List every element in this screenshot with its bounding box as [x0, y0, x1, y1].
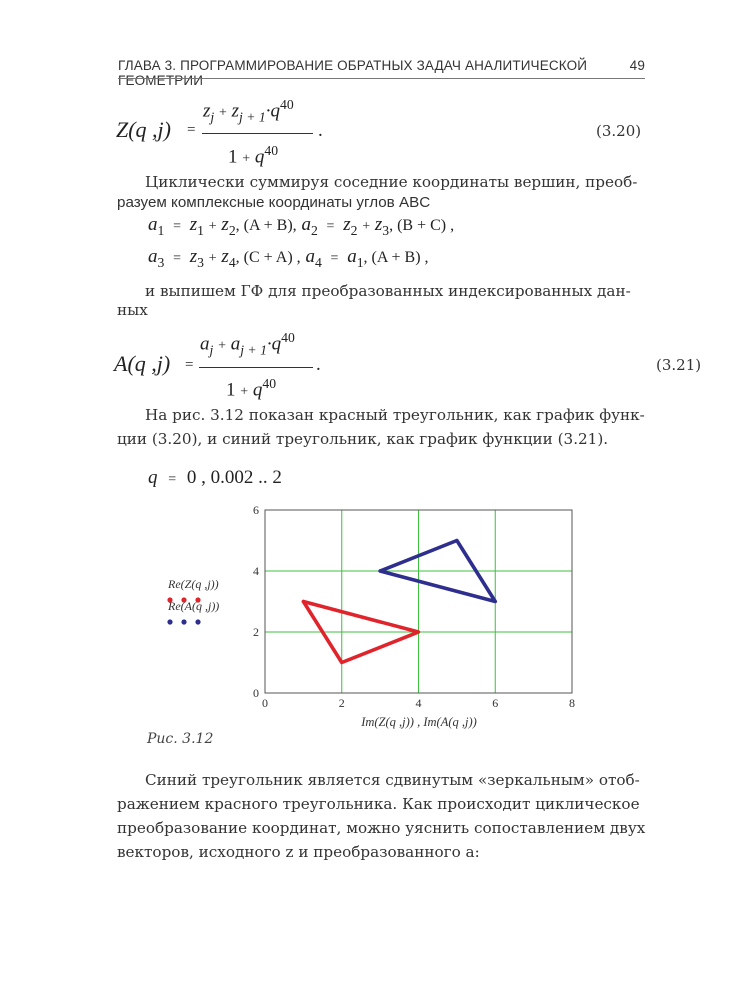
- paragraph-2-line-2: ных: [117, 301, 148, 319]
- eq321-lhs: A(q ,j): [114, 351, 171, 376]
- x-tick-label: 6: [492, 696, 499, 710]
- x-tick-label: 8: [569, 696, 575, 710]
- eq321-numerator: $a_j + a_{j + 1}\cdot q^{40}$: [200, 330, 295, 358]
- chart-grid: [265, 510, 572, 693]
- paragraph-3-line-1: На рис. 3.12 показан красный треугольник, как график функ-: [145, 406, 645, 424]
- eq320-number: (3.20): [596, 122, 642, 140]
- y-tick-label: 4: [253, 564, 259, 578]
- eq320-lhs: Z(q ,j): [116, 117, 171, 142]
- eq320-denominator: $1 + q^{40}$: [228, 143, 279, 168]
- x-tick-label: 2: [338, 696, 345, 710]
- running-header-title: ГЛАВА 3. ПРОГРАММИРОВАНИЕ ОБРАТНЫХ ЗАДАЧ АНАЛИТИЧЕСКОЙ ГЕОМЕТРИИ: [118, 58, 588, 88]
- paragraph-1-line-1: Циклически суммируя соседние координаты вершин, преоб-: [145, 173, 638, 191]
- header-rule: [118, 78, 645, 79]
- y-tick-label: 0: [253, 686, 259, 700]
- eq320-numerator: $z_j + z_{j + 1}\cdot q^{40}$: [203, 97, 294, 125]
- paragraph-4-line-4: векторов, исходного z и преобразованного a:: [117, 843, 480, 861]
- definition-row-2: $a_3 = z_3 + z_4$, (C + A) , $a_4 = a_1$, (A + B) ,: [148, 246, 429, 270]
- eq320-period: .: [318, 120, 323, 141]
- paragraph-3-line-2: ции (3.20), и синий треугольник, как график функции (3.21).: [117, 430, 609, 448]
- legend-label: Re(A(q ,j)): [168, 599, 220, 613]
- range-definition: q = 0 , 0.002 .. 2: [148, 467, 282, 488]
- paragraph-4-line-1: Синий треугольник является сдвинутым «зеркальным» отоб-: [145, 771, 640, 789]
- paragraph-4-line-2: ражением красного треугольника. Как происходит циклическое: [117, 795, 640, 813]
- x-tick-label: 0: [262, 696, 268, 710]
- page-number: 49: [629, 58, 645, 73]
- eq320-equals: =: [187, 122, 196, 138]
- x-tick-label: 4: [415, 696, 422, 710]
- legend-marker: [167, 619, 172, 624]
- eq321-fraction-bar: [199, 367, 313, 368]
- eq320-fraction-bar: [202, 133, 313, 134]
- legend-label: Re(Z(q ,j)): [168, 577, 219, 591]
- paragraph-4-line-3: преобразование координат, можно уяснить сопоставлением двух: [117, 819, 646, 837]
- chart-series: [303, 541, 495, 663]
- eq321-equals: =: [185, 357, 194, 373]
- eq321-denominator: $1 + q^{40}$: [226, 376, 277, 401]
- figure-chart: [160, 500, 590, 735]
- running-header: [118, 58, 645, 88]
- x-axis-label: Im(Z(q ,j)) , Im(A(q ,j)): [361, 715, 477, 729]
- chart-ticks: [253, 503, 575, 710]
- paragraph-1-line-2: разуем комплексные координаты углов ABC: [117, 194, 431, 211]
- eq321-number: (3.21): [656, 356, 702, 374]
- eq321-period: .: [316, 354, 321, 375]
- legend-marker: [181, 619, 186, 624]
- chart-legend: [167, 577, 219, 625]
- y-tick-label: 2: [253, 625, 259, 639]
- figure-caption: Рис. 3.12: [147, 731, 214, 747]
- y-tick-label: 6: [253, 503, 259, 517]
- legend-marker: [195, 619, 200, 624]
- paragraph-2-line-1: и выпишем ГФ для преобразованных индексированных дан-: [145, 282, 631, 300]
- definition-row-1: $a_1 = z_1 + z_2$, (A + B), $a_2 = z_2 + z_3$, (B + C) ,: [148, 214, 455, 238]
